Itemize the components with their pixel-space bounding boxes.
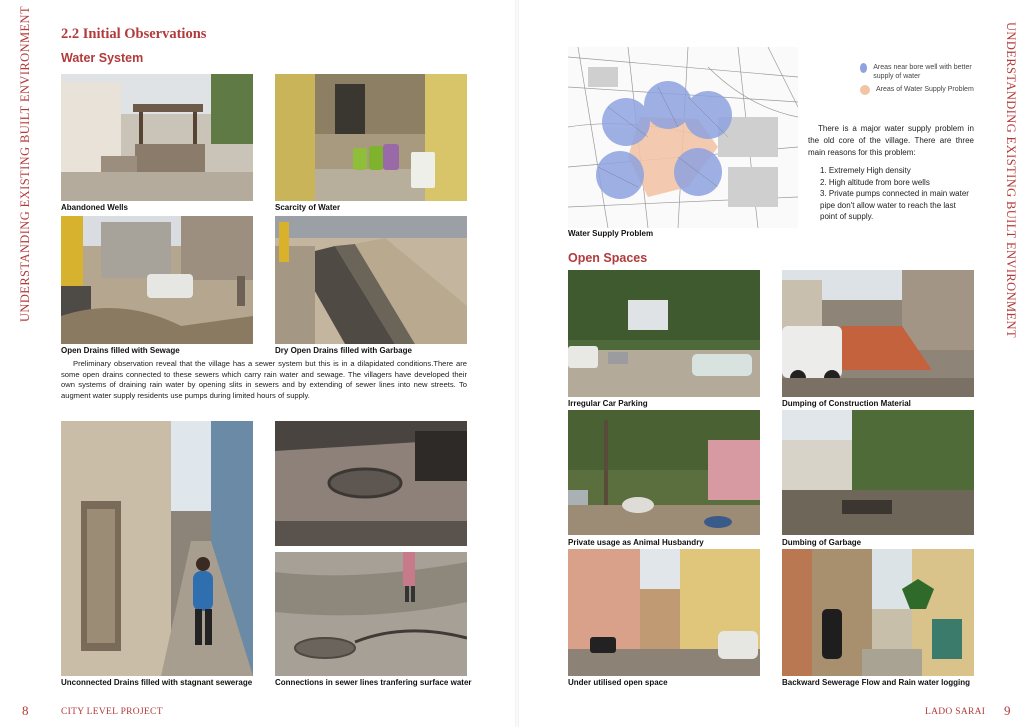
scarcity-of-water-photo <box>275 74 467 201</box>
animal-husbandry-photo <box>568 410 760 535</box>
dumping-garbage-photo <box>782 410 974 535</box>
open-drains-sewage-caption: Open Drains filled with Sewage <box>61 346 180 355</box>
water-supply-observation <box>808 123 974 223</box>
backward-sewerage-caption: Backward Sewerage Flow and Rain water logging <box>782 678 971 687</box>
legend-peach-swatch <box>860 85 870 95</box>
map-legend <box>860 63 980 95</box>
dry-open-drains-photo <box>275 216 467 344</box>
legend-item-2: Areas of Water Supply Problem <box>876 86 974 93</box>
legend-item-1: Areas near bore well with better supply of water <box>873 64 972 80</box>
unconnected-drains-caption: Unconnected Drains filled with stagnant sewerage <box>61 678 253 687</box>
irregular-parking-photo <box>568 270 760 397</box>
observation-intro: There is a major water supply problem in the old core of the village. There are three main reasons for this problem: <box>808 124 974 157</box>
construction-material-photo <box>782 270 974 397</box>
water-system-paragraph <box>61 359 467 402</box>
manhole-cover-photo <box>275 421 467 546</box>
water-system-text: Preliminary observation reveal that the village has a sewer system but this is in a dilapidated conditions.There are some open drains connected to these sewers which carry rain water and sewage. The villagers have developed their own systems of draining rain water by opening slits in sewers and by extending of sewer lines into new streets. To augment water supply residents use pumps during limited hours of supply. <box>61 359 467 401</box>
dry-open-drains-caption: Dry Open Drains filled with Garbage <box>275 346 412 355</box>
right-footer: LADO SARAI <box>925 707 986 717</box>
observation-point-3: 3. Private pumps connected in main water pipe don't allow water to reach the last point of supply. <box>820 189 969 221</box>
water-supply-map <box>568 47 798 228</box>
observation-point-2: 2. High altitude from bore wells <box>820 177 930 187</box>
map-caption: Water Supply Problem <box>568 229 654 238</box>
right-side-label: UNDERSTANDING EXISTING BUILT ENVIRONMENT <box>1004 22 1018 339</box>
unconnected-drains-photo <box>61 421 253 676</box>
backward-sewerage-photo <box>782 549 974 676</box>
under-utilised-space-photo <box>568 549 760 676</box>
section-title: 2.2 Initial Observations <box>61 26 207 42</box>
water-system-heading: Water System <box>61 51 144 65</box>
left-page-number: 8 <box>22 703 29 718</box>
open-spaces-heading: Open Spaces <box>568 251 648 265</box>
scarcity-of-water-caption: Scarcity of Water <box>275 203 341 212</box>
right-page-number: 9 <box>1004 703 1011 718</box>
under-utilised-space-caption: Under utilised open space <box>568 678 668 687</box>
abandoned-wells-caption: Abandoned Wells <box>61 203 128 212</box>
sewer-connections-photo <box>275 552 467 676</box>
open-drains-sewage-photo <box>61 216 253 344</box>
legend-blue-swatch <box>860 63 867 73</box>
page-gutter <box>515 0 519 727</box>
left-footer: CITY LEVEL PROJECT <box>61 707 163 717</box>
observation-point-1: 1. Extremely High density <box>820 166 911 175</box>
irregular-parking-caption: Irregular Car Parking <box>568 399 648 408</box>
sewer-connections-caption: Connections in sewer lines tranfering surface water <box>275 678 472 687</box>
construction-material-caption: Dumping of Construction Material <box>782 399 911 408</box>
left-side-label: UNDERSTANDING EXISTING BUILT ENVIRONMENT <box>18 5 32 322</box>
animal-husbandry-caption: Private usage as Animal Husbandry <box>568 538 704 547</box>
dumping-garbage-caption: Dumbing of Garbage <box>782 538 862 547</box>
abandoned-wells-photo <box>61 74 253 201</box>
